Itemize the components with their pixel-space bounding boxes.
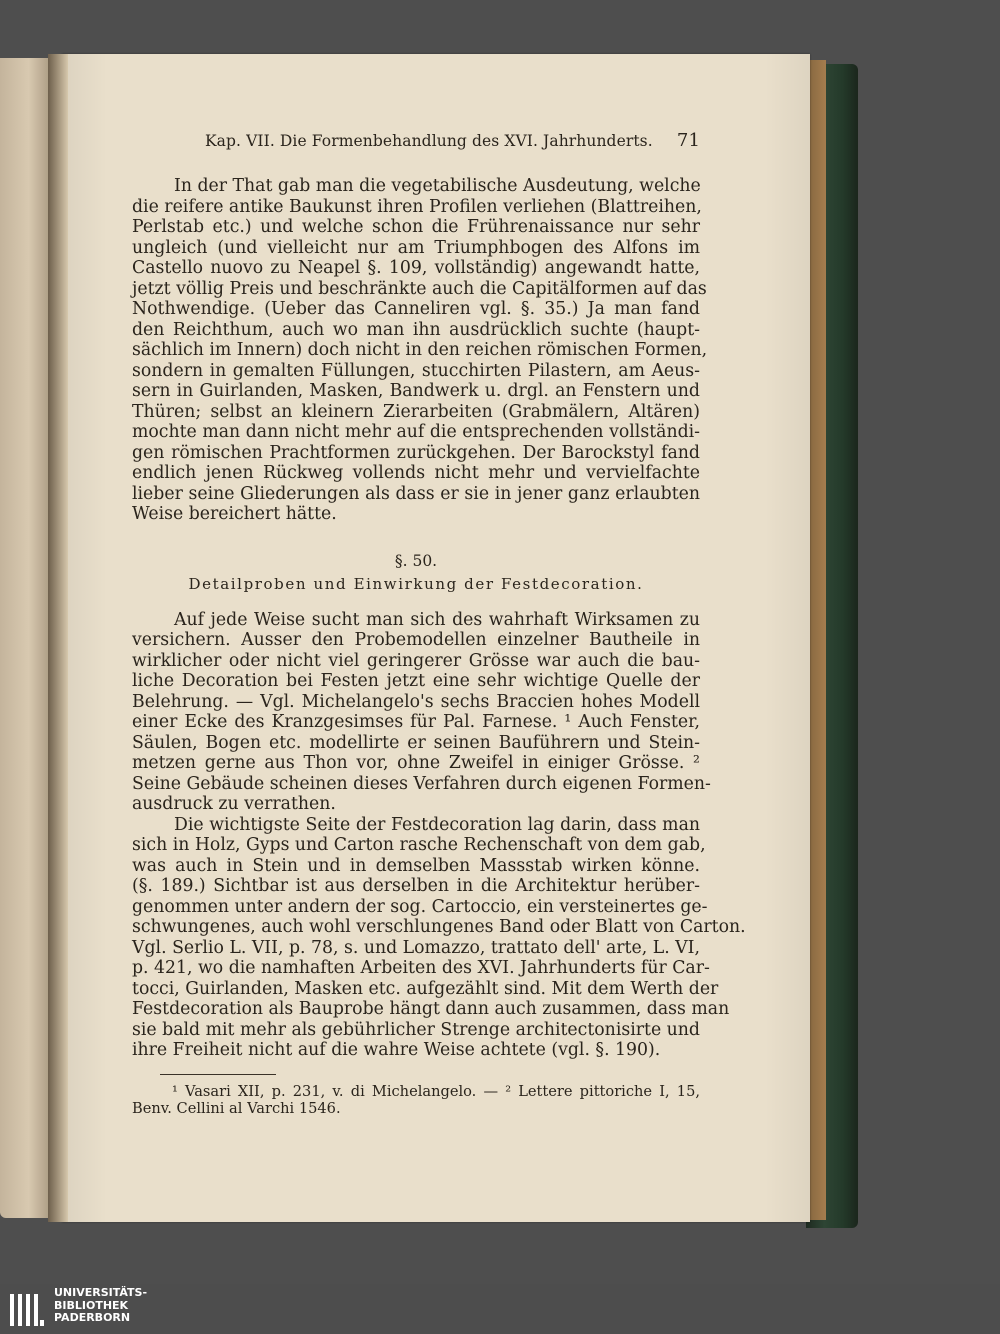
- text-line: tocci, Guirlanden, Masken etc. aufgezählt sind. Mit dem Werth der: [132, 979, 719, 999]
- running-header: [205, 132, 700, 156]
- text-line: Die wichtigste Seite der Festdecoration lag darin, dass man: [174, 815, 700, 835]
- text-line: p. 421, wo die namhaften Arbeiten des XVI. Jahrhunderts für Car-: [132, 958, 710, 978]
- text-line: liche Decoration bei Festen jetzt eine sehr wichtige Quelle der: [132, 671, 700, 691]
- text-line: metzen gerne aus Thon vor, ohne Zweifel in einiger Grösse. ²: [132, 753, 700, 773]
- text-line: sich in Holz, Gyps und Carton rasche Rechenschaft von dem gab,: [132, 835, 706, 855]
- text-line: gen römischen Prachtformen zurückgehen. Der Barockstyl fand: [132, 443, 700, 463]
- library-logo-icon: [6, 1290, 46, 1330]
- text-line: Festdecoration als Bauprobe hängt dann auch zusammen, dass man: [132, 999, 730, 1019]
- text-line: Säulen, Bogen etc. modellirte er seinen Bauführern und Stein-: [132, 733, 700, 753]
- text-line: In der That gab man die vegetabilische Ausdeutung, welche: [174, 176, 701, 196]
- text-line: Belehrung. — Vgl. Michelangelo's sechs Braccien hohes Modell: [132, 692, 700, 712]
- text-line: versichern. Ausser den Probemodellen einzelner Bautheile in: [132, 630, 700, 650]
- library-name-line: UNIVERSITÄTS-: [54, 1286, 148, 1299]
- footnote-line: Benv. Cellini al Varchi 1546.: [132, 1100, 341, 1117]
- facing-page-edge: [0, 58, 52, 1218]
- library-footer: [0, 1284, 1000, 1334]
- text-line: einer Ecke des Kranzgesimses für Pal. Farnese. ¹ Auch Fenster,: [132, 712, 700, 732]
- text-line: ausdruck zu verrathen.: [132, 794, 336, 814]
- footnote-line: ¹ Vasari XII, p. 231, v. di Michelangelo. — ² Lettere pittoriche I, 15,: [172, 1083, 700, 1100]
- footnote-rule: [160, 1074, 276, 1075]
- running-head: Kap. VII. Die Formenbehandlung des XVI. Jahrhunderts.: [205, 132, 653, 150]
- text-line: endlich jenen Rückweg vollends nicht mehr und vervielfachte: [132, 463, 700, 483]
- library-name-line: PADERBORN: [54, 1311, 131, 1324]
- text-line: sern in Guirlanden, Masken, Bandwerk u. drgl. an Fenstern und: [132, 381, 700, 401]
- text-line: Perlstab etc.) und welche schon die Frührenaissance nur sehr: [132, 217, 700, 237]
- text-line: ihre Freiheit nicht auf die wahre Weise achtete (vgl. §. 190).: [132, 1040, 661, 1060]
- section-number: §. 50.: [394, 552, 438, 570]
- text-line: sondern in gemalten Füllungen, stucchirten Pilastern, am Aeus-: [132, 361, 700, 381]
- text-line: Vgl. Serlio L. VII, p. 78, s. und Lomazzo, trattato dell' arte, L. VI,: [132, 938, 700, 958]
- book-gutter: [48, 54, 68, 1222]
- text-line: ungleich (und vielleicht nur am Triumphbogen des Alfons im: [132, 238, 700, 258]
- text-line: Castello nuovo zu Neapel §. 109, vollständig) angewandt hatte,: [132, 258, 700, 278]
- text-line: Thüren; selbst an kleinern Zierarbeiten (Grabmälern, Altären): [132, 402, 700, 422]
- text-line: schwungenes, auch wohl verschlungenes Band oder Blatt von Carton.: [132, 917, 746, 937]
- text-line: mochte man dann nicht mehr auf die entsprechenden vollständi-: [132, 422, 700, 442]
- text-line: sie bald mit mehr als gebührlicher Strenge architectonisirte und: [132, 1020, 700, 1040]
- text-line: genommen unter andern der sog. Cartoccio, ein versteinertes ge-: [132, 897, 708, 917]
- text-line: Auf jede Weise sucht man sich des wahrhaft Wirksamen zu: [174, 610, 700, 630]
- text-line: sächlich im Innern) doch nicht in den reichen römischen Formen,: [132, 340, 708, 360]
- section-title: Detailproben und Einwirkung der Festdecoration.: [188, 575, 644, 593]
- text-line: den Reichthum, auch wo man ihn ausdrücklich suchte (haupt-: [132, 320, 700, 340]
- text-line: Seine Gebäude scheinen dieses Verfahren durch eigenen Formen-: [132, 774, 711, 794]
- text-line: wirklicher oder nicht viel geringerer Grösse war auch die bau-: [132, 651, 700, 671]
- text-line: Nothwendige. (Ueber das Canneliren vgl. §. 35.) Ja man fand: [132, 299, 700, 319]
- text-line: lieber seine Gliederungen als dass er sie in jener ganz erlaubten: [132, 484, 700, 504]
- text-line: (§. 189.) Sichtbar ist aus derselben in die Architektur herüber-: [132, 876, 700, 896]
- text-line: was auch in Stein und in demselben Massstab wirken könne.: [132, 856, 700, 876]
- text-line: die reifere antike Baukunst ihren Profilen verliehen (Blattreihen,: [132, 197, 702, 217]
- text-line: Weise bereichert hätte.: [132, 504, 337, 524]
- text-line: jetzt völlig Preis und beschränkte auch die Capitälformen auf das: [132, 279, 707, 299]
- page-number: 71: [676, 130, 700, 151]
- library-name-line: BIBLIOTHEK: [54, 1298, 129, 1312]
- library-name: [54, 1287, 147, 1325]
